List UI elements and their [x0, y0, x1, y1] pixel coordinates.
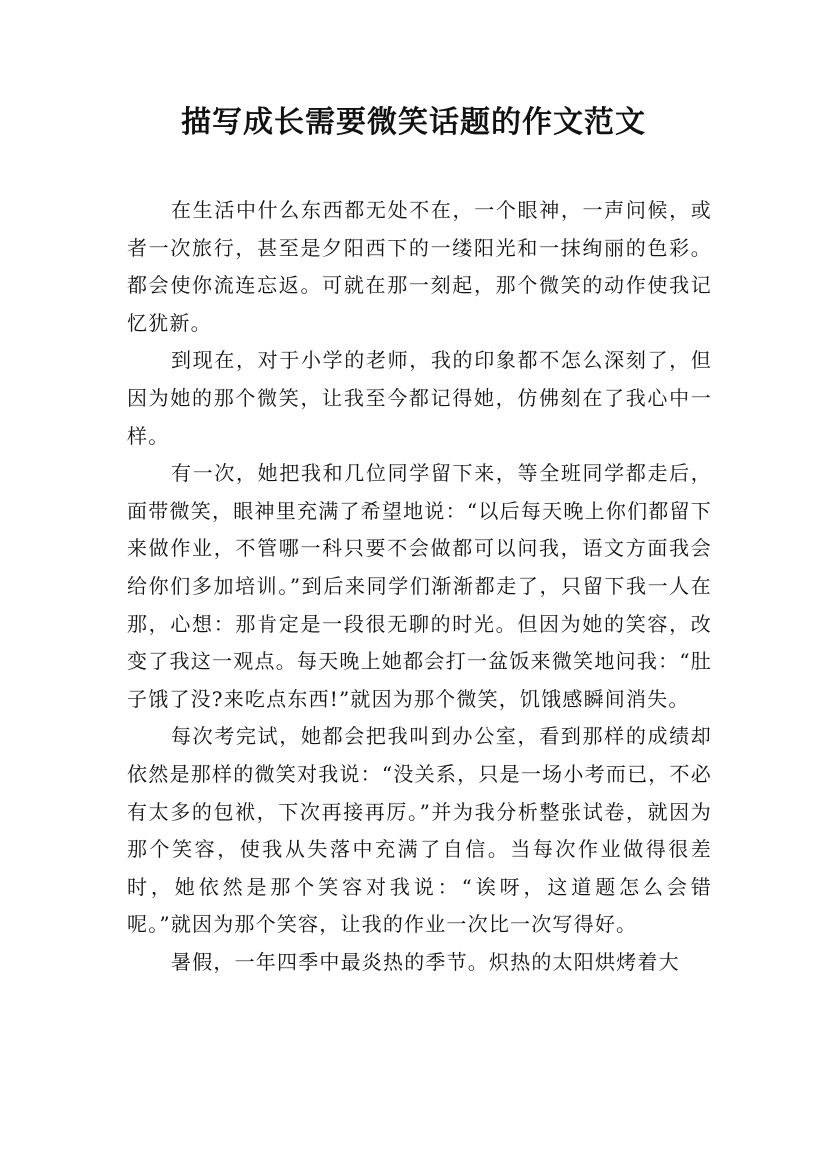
paragraph-5: 暑假，一年四季中最炎热的季节。炽热的太阳烘烤着大: [171, 949, 680, 974]
paragraph-2: 到现在，对于小学的老师，我的印象都不怎么深刻了，但因为她的那个微笑，让我至今都记得她，仿佛刻在了我心中一样。: [127, 348, 712, 448]
paragraph-1: 在生活中什么东西都无处不在，一个眼神，一声问候，或者一次旅行，甚至是夕阳西下的一缕阳光和一抹绚丽的色彩。都会使你流连忘返。可就在那一刻起，那个微笑的动作使我记忆犹新。: [127, 198, 712, 335]
page-title: 描写成长需要微笑话题的作文范文: [181, 105, 646, 140]
paragraph-4: 每次考完试，她都会把我叫到办公室，看到那样的成绩却依然是那样的微笑对我说：“没关系，只是一场小考而已，不必有太多的包袱，下次再接再厉。”并为我分析整张试卷，就因为那个笑容，使我从失落中充满了自信。当每次作业做得很差时，她依然是那个笑容对我说：“诶呀，这道题怎么会错呢。”就因为那个笑容，让我的作业一次比一次写得好。: [127, 724, 712, 937]
paragraph-3: 有一次，她把我和几位同学留下来，等全班同学都走后，面带微笑，眼神里充满了希望地说：“以后每天晚上你们都留下来做作业，不管哪一科只要不会做都可以问我，语文方面我会给你们多加培训。”到后来同学们渐渐都走了，只留下我一人在那，心想：那肯定是一段很无聊的时光。但因为她的笑容，改变了我这一观点。每天晚上她都会打一盆饭来微笑地问我：“肚子饿了没?来吃点东西!”就因为那个微笑，饥饿感瞬间消失。: [127, 461, 712, 711]
essay-body: [127, 192, 712, 981]
